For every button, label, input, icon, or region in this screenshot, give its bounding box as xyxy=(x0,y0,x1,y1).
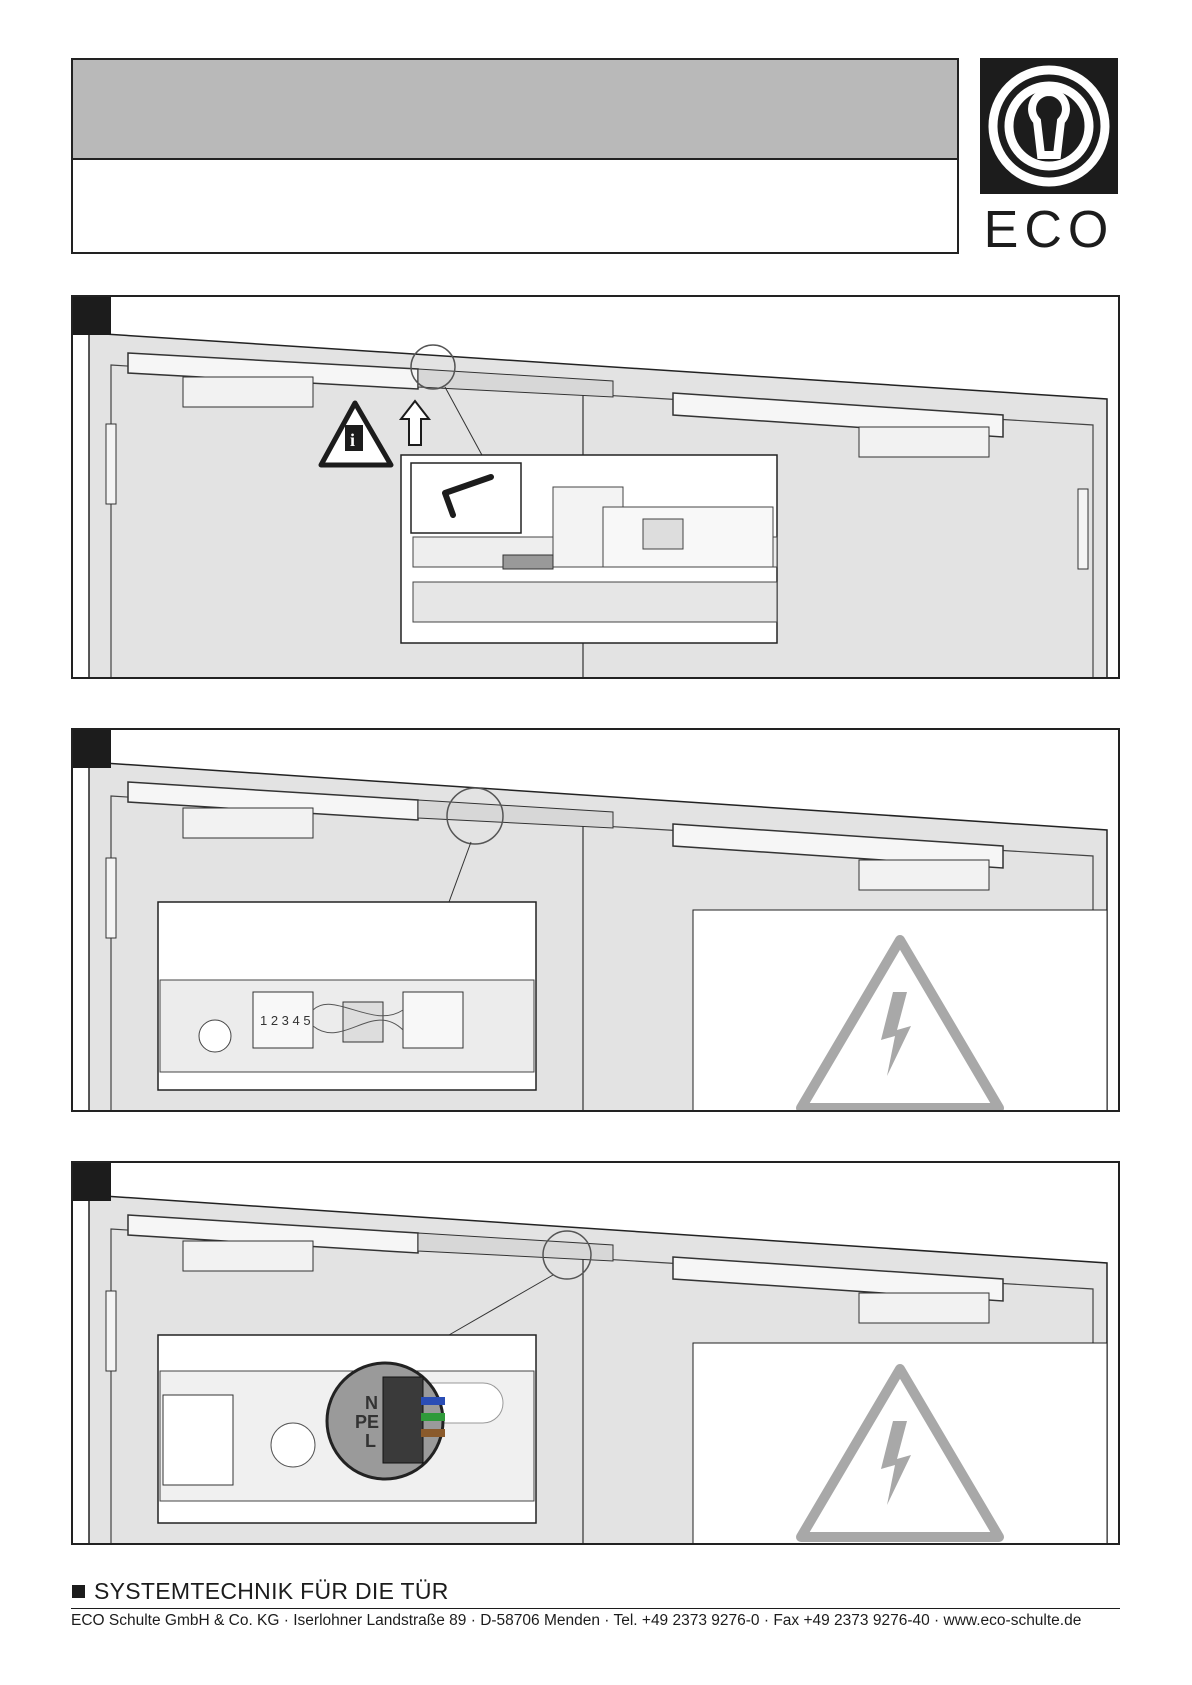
footer-tagline: SYSTEMTECHNIK FÜR DIE TÜR xyxy=(94,1578,449,1604)
terminal-label-n: N xyxy=(365,1393,378,1413)
footer-address: ECO Schulte GmbH & Co. KG · Iserlohner Landstraße 89 · D-58706 Menden · Tel. +49 2373 9276-0 · Fax +49 2373 9276-40 · www.eco-schulte.de xyxy=(71,1612,1082,1629)
door-operator-drawing xyxy=(73,730,1120,1112)
eco-logo xyxy=(980,58,1118,258)
step-panel-3 xyxy=(71,1161,1120,1545)
step-panel-1 xyxy=(71,295,1120,679)
step-number-tab xyxy=(73,730,111,768)
title-box xyxy=(71,58,959,254)
logo-text: ECO xyxy=(983,201,1115,259)
step-number-tab xyxy=(73,297,111,335)
door-operator-drawing xyxy=(73,1163,1120,1545)
step-panel-2 xyxy=(71,728,1120,1112)
footer-divider xyxy=(71,1608,1120,1609)
terminal-label-pe: PE xyxy=(355,1412,380,1432)
logo-mark xyxy=(980,58,1118,194)
title-bar xyxy=(73,60,957,160)
terminal-label-l: L xyxy=(365,1431,376,1451)
terminal-numbers: 1 2 3 4 5 xyxy=(260,1013,311,1028)
step-number-tab xyxy=(73,1163,111,1201)
footer-bullet xyxy=(72,1585,85,1598)
door-operator-drawing xyxy=(73,297,1120,679)
svg-text:i: i xyxy=(350,430,356,450)
lock-cylinder-icon xyxy=(980,58,1118,194)
